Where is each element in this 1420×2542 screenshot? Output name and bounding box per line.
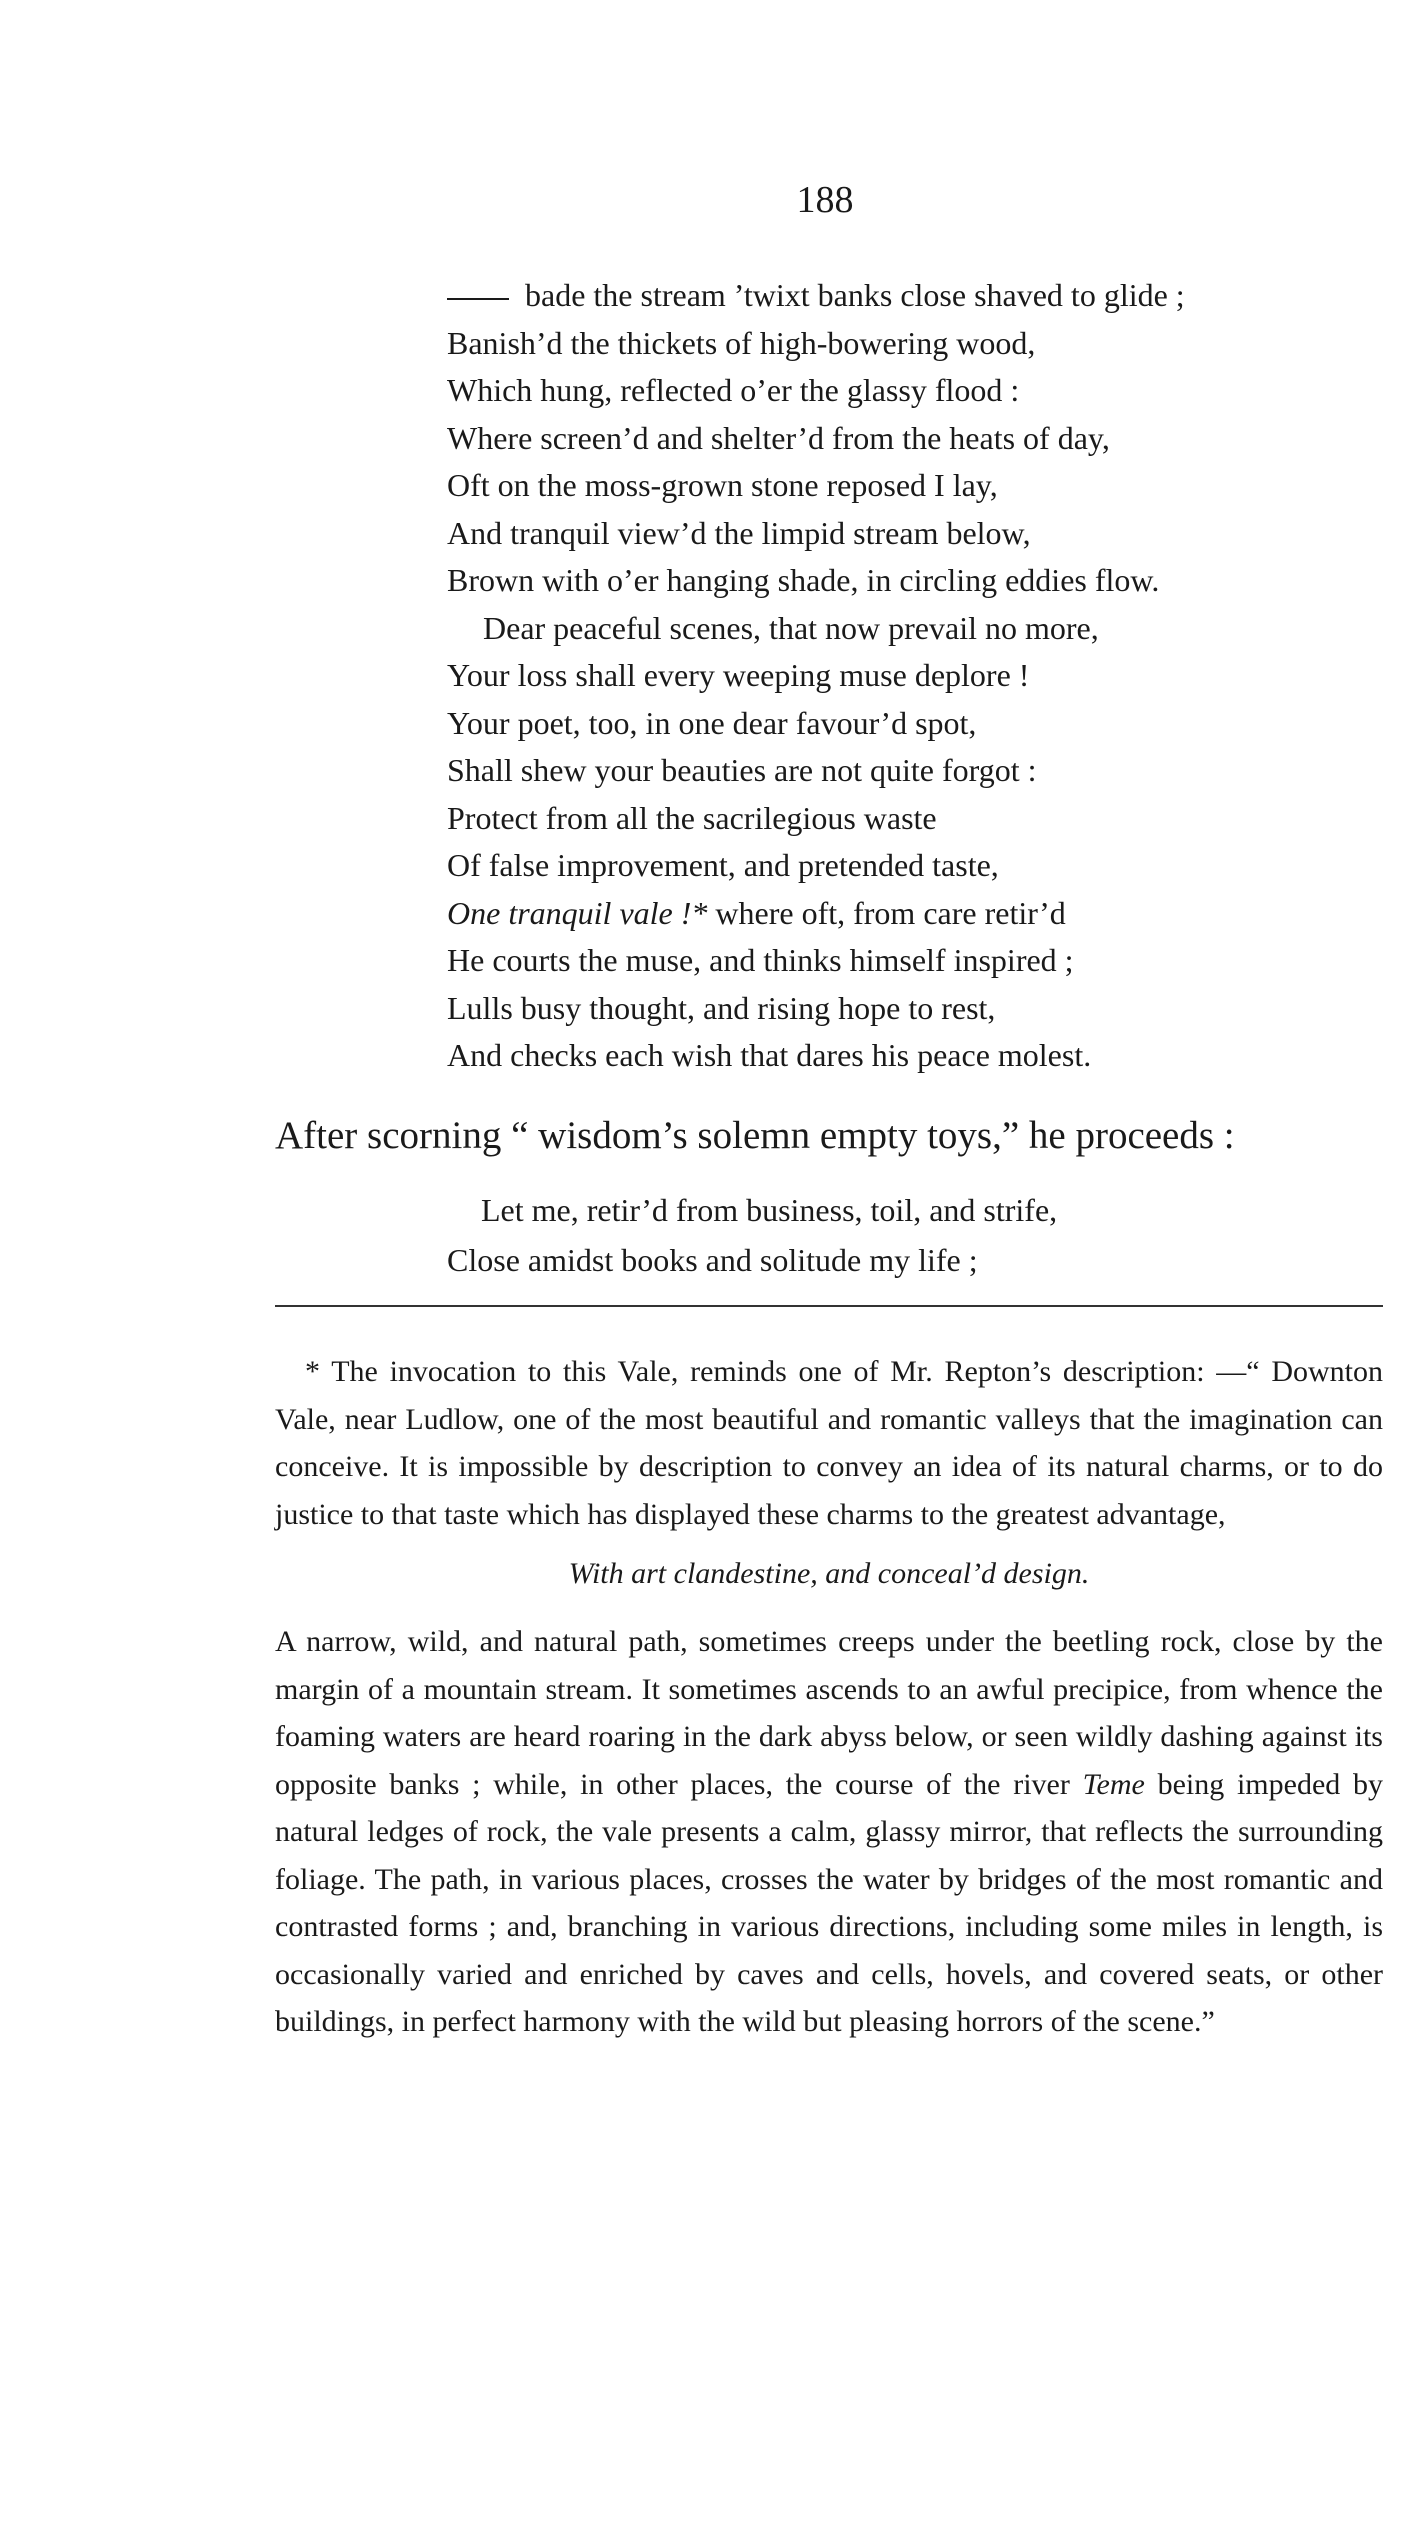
poem-line: One tranquil vale !* where oft, from care retir’d	[447, 894, 1066, 931]
poem-line: He courts the muse, and thinks himself inspired ;	[447, 942, 1074, 978]
poem-line: Shall shew your beauties are not quite forgot :	[447, 752, 1037, 788]
poem-line: Close amidst books and solitude my life ;	[447, 1242, 978, 1278]
footnote-quote: With art clandestine, and conceal’d design.	[568, 1557, 1090, 1590]
footnote-divider	[275, 1305, 1383, 1307]
poem-line: bade the stream ’twixt banks close shaved to glide ;	[447, 272, 1407, 320]
poem-line: Which hung, reflected o’er the glassy flood :	[447, 372, 1020, 408]
footnote	[275, 1348, 1383, 2046]
poem-line: Your poet, too, in one dear favour’d spot,	[447, 704, 977, 741]
poem-line: Lulls busy thought, and rising hope to rest,	[447, 989, 996, 1026]
em-dash-rule	[447, 298, 509, 300]
poem-stanza	[447, 272, 1407, 1080]
poem-line: Brown with o’er hanging shade, in circling eddies flow.	[447, 562, 1160, 598]
poem-line: Dear peaceful scenes, that now prevail no more,	[483, 609, 1099, 646]
river-name: Teme	[1082, 1767, 1145, 1801]
page-number: 188	[796, 179, 854, 221]
poem-line: Oft on the moss-grown stone reposed I lay,	[447, 467, 998, 503]
poem-line: And tranquil view’d the limpid stream below,	[447, 514, 1031, 551]
poem-line: And checks each wish that dares his peace molest.	[447, 1037, 1092, 1073]
poem-line: Banish’d the thickets of high-bowering wood,	[447, 324, 1036, 361]
poem-line: Your loss shall every weeping muse deplore !	[447, 657, 1030, 693]
poem-line: Let me, retir’d from business, toil, and strife,	[481, 1192, 1058, 1228]
footnote-intro: * The invocation to this Vale, reminds one of Mr. Repton’s description: —“ Downton Vale, near Ludlow, one of the most beautiful and romantic valleys that the imagination can conceive. It is impossible by description to convey an idea of its natural charms, or to do justice to that taste which has displayed these charms to the greatest advantage,	[275, 1355, 1383, 1531]
poem-line: Where screen’d and shelter’d from the heats of day,	[447, 419, 1110, 456]
poem-couplet	[447, 1185, 1407, 1285]
poem-line: Protect from all the sacrilegious waste	[447, 799, 937, 836]
italic-phrase: One tranquil vale !*	[447, 894, 708, 931]
footnote-body: A narrow, wild, and natural path, sometimes creeps under the beetling rock, close by the margin of a mountain stream. It sometimes ascends to an awful precipice, from whence the foaming waters are heard roaring in the dark abyss below, or seen wildly dashing against its opposite banks ; while, in other places, the course of the river Teme being impeded by natural ledges of rock, the vale presents a calm, glassy mirror, that reflects the surrounding foliage. The path, in various places, crosses the water by bridges of the most romantic and contrasted forms ; and, branching in various directions, including some miles in length, is occasionally varied and enriched by caves and cells, hovels, and covered seats, or other buildings, in perfect harmony with the wild but pleasing horrors of the scene.”	[275, 1625, 1383, 2038]
poem-line: Of false improvement, and pretended taste,	[447, 847, 999, 883]
prose-heading: After scorning “ wisdom’s solemn empty toys,” he proceeds :	[275, 1114, 1235, 1157]
